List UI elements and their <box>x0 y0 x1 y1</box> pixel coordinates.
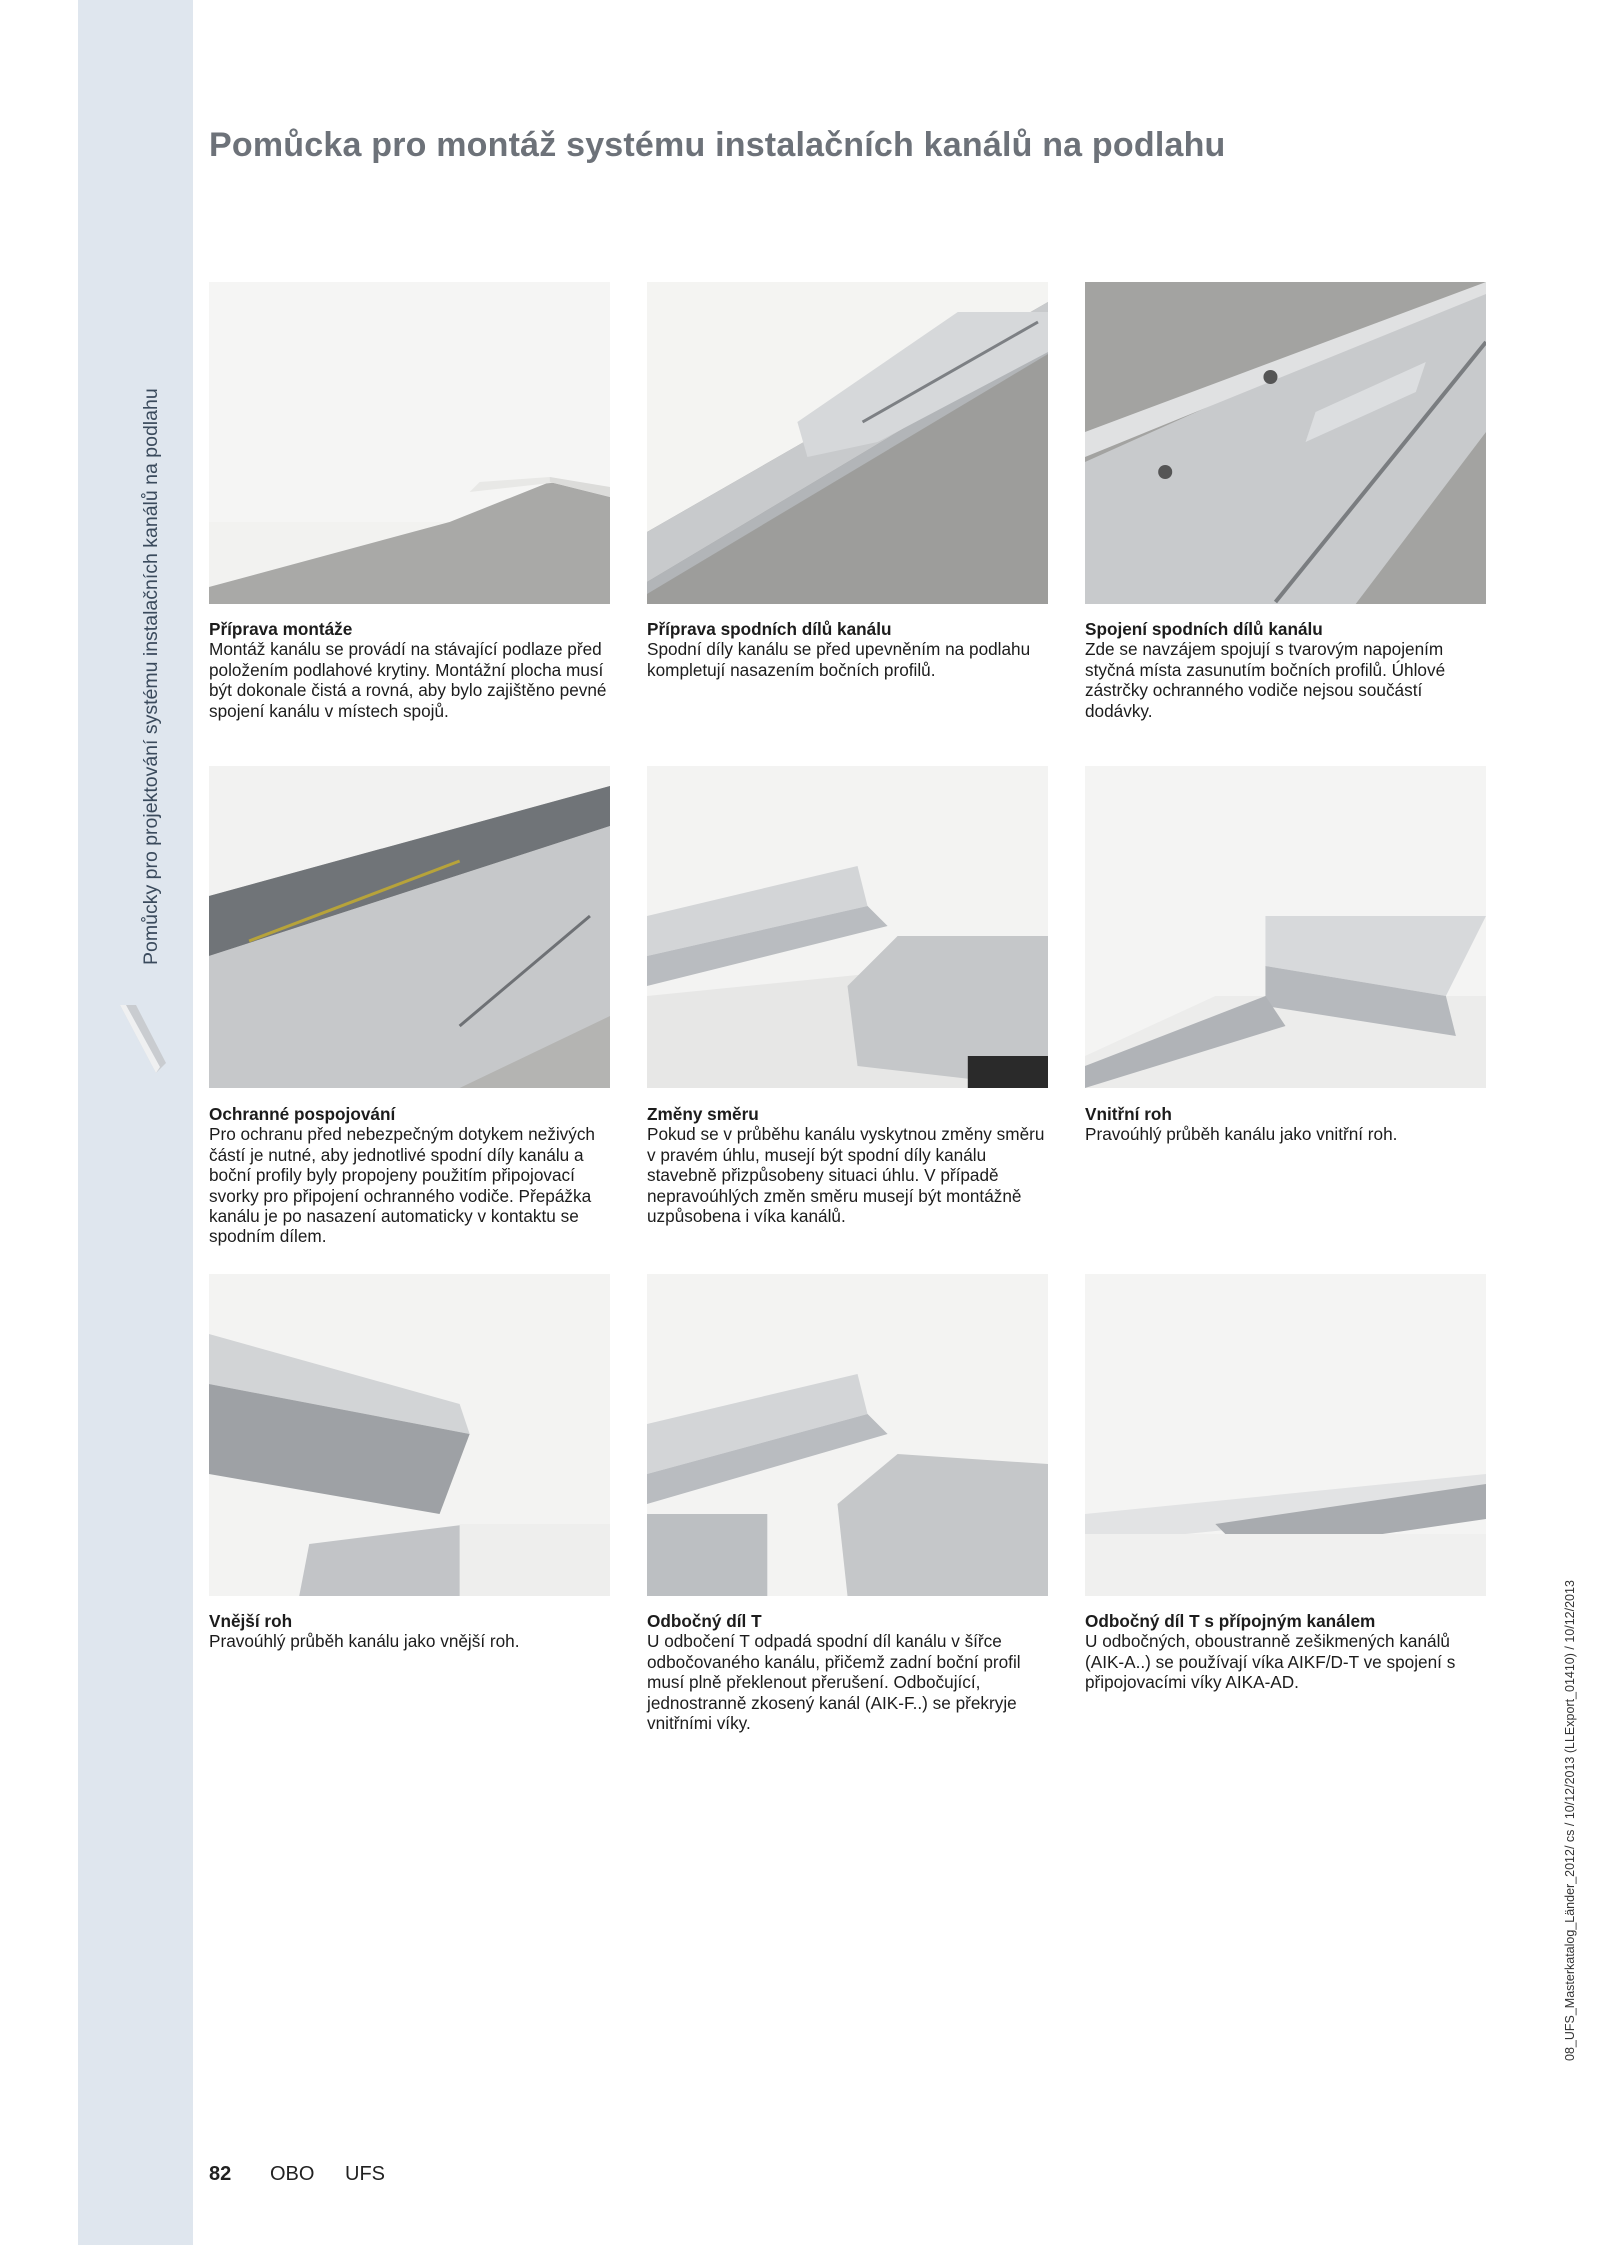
step-body: Pravoúhlý průběh kanálu jako vnitřní roh. <box>1085 1124 1398 1145</box>
step-body: Spodní díly kanálu se před upevněním na podlahu kompletují nasazením bočních profilů. <box>647 639 1031 680</box>
step-caption <box>647 1104 1049 1226</box>
step-title: Příprava montáže <box>209 619 353 639</box>
step-title: Odbočný díl T s přípojným kanálem <box>1085 1611 1376 1631</box>
channel-base-connection-photo <box>1085 282 1486 604</box>
t-branch-photo <box>647 1274 1048 1596</box>
series-name: UFS <box>345 2163 385 2185</box>
step-caption <box>209 619 611 721</box>
step-body: Pro ochranu před nebezpečným dotykem neživých částí je nutné, aby jednotlivé spodní díly kanálu a boční profily byly propojeny použitím připojovací svorky pro připojení ochranného vodiče. Přepážka kanálu je po nasazení automaticky v kontaktu se spodním dílem. <box>209 1124 595 1247</box>
step-caption <box>209 1104 611 1247</box>
step-caption <box>209 1611 611 1652</box>
section-marker-icon <box>118 1005 168 1075</box>
step-title: Ochranné pospojování <box>209 1104 396 1124</box>
outer-corner-photo <box>209 1274 610 1596</box>
page-number: 82 <box>209 2163 232 2185</box>
step-title: Spojení spodních dílů kanálu <box>1085 619 1323 639</box>
equipotential-bonding-photo <box>209 766 610 1088</box>
step-title: Změny směru <box>647 1104 759 1124</box>
direction-change-photo <box>647 766 1048 1088</box>
step-caption <box>1085 619 1487 721</box>
step-title: Příprava spodních dílů kanálu <box>647 619 892 639</box>
step-body: Pokud se v průběhu kanálu vyskytnou změny směru v pravém úhlu, musejí být spodní díly kanálu stavebně přizpůsobeny situaci úhlu. V případě nepravoúhlých změn směru musejí být montážně uzpůsobena i víka kanálů. <box>647 1124 1045 1227</box>
step-caption <box>647 619 1049 680</box>
step-body: U odbočení T odpadá spodní díl kanálu v šířce odbočovaného kanálu, přičemž zadní boční profil musí plně překlenout přerušení. Odbočující, jednostranně zkosený kanál (AIK-F..) se překryje vnitřními víky. <box>647 1631 1021 1734</box>
brand-name: OBO <box>270 2163 315 2185</box>
step-body: Pravoúhlý průběh kanálu jako vnější roh. <box>209 1631 520 1652</box>
t-branch-connection-photo <box>1085 1274 1486 1596</box>
step-caption <box>1085 1611 1487 1693</box>
page-title: Pomůcka pro montáž systému instalačních kanálů na podlahu <box>209 126 1226 164</box>
step-caption <box>1085 1104 1487 1145</box>
inner-corner-photo <box>1085 766 1486 1088</box>
floor-preparation-photo <box>209 282 610 604</box>
channel-base-preparation-photo <box>647 282 1048 604</box>
step-title: Vnější roh <box>209 1611 293 1631</box>
step-body: Zde se navzájem spojují s tvarovým napojením styčná místa zasunutím bočních profilů. Úhlové zástrčky ochranného vodiče nejsou součástí dodávky. <box>1085 639 1446 721</box>
step-title: Vnitřní roh <box>1085 1104 1172 1124</box>
step-body: U odbočných, oboustranně zešikmených kanálů (AIK-A..) se používají víka AIKF/D-T ve spojení s připojovacími víky AIKA-AD. <box>1085 1631 1456 1693</box>
step-title: Odbočný díl T <box>647 1611 762 1631</box>
sidebar-band <box>78 0 193 2245</box>
step-caption <box>647 1611 1049 1733</box>
step-body: Montáž kanálu se provádí na stávající podlaze před položením podlahové krytiny. Montážní plocha musí být dokonale čistá a rovná, aby bylo zajištěno pevné spojení kanálu v místech spojů. <box>209 639 607 721</box>
